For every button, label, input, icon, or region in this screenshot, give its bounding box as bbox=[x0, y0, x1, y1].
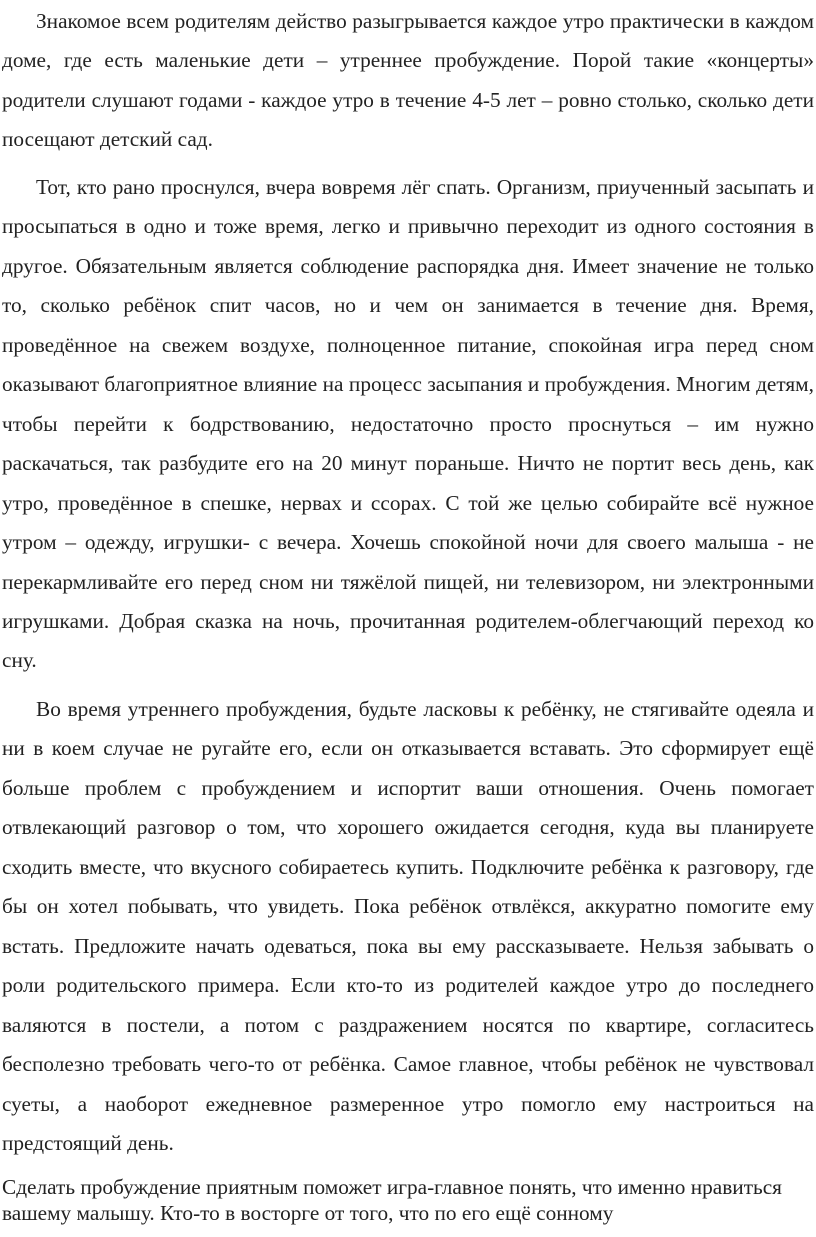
paragraph-morning-awakening: Знакомое всем родителям действо разыгрывается каждое утро практически в каждом доме, где есть маленькие дети – утреннее пробуждение. Порой такие «концерты» родители слушают годами - каждое утро в течение 4-5 лет – ровно столько, сколько дети посещают детский сад. bbox=[2, 9, 814, 152]
paragraph-daily-routine: Тот, кто рано проснулся, вчера вовремя лёг спать. Организм, приученный засыпать и просыпаться в одно и тоже время, легко и привычно переходит из одного состояния в другое. Обязательным является соблюдение распорядка дня. Имеет значение не только то, сколько ребёнок спит часов, но и чем он занимается в течение дня. Время, проведённое на свежем воздухе, полноценное питание, спокойная игра перед сном оказывают благоприятное влияние на процесс засыпания и пробуждения. Многим детям, чтобы перейти к бодрствованию, недостаточно просто проснуться – им нужно раскачаться, так разбудите его на 20 минут пораньше. Ничто не портит весь день, как утро, проведённое в спешке, нервах и ссорах. С той же целью собирайте всё нужное утром – одежду, игрушки- с вечера. Хочешь спокойной ночи для своего малыша - не перекармливайте его перед сном ни тяжёлой пищей, ни телевизором, ни электронными игрушками. Добрая сказка на ночь, прочитанная родителем-облегчающий переход ко сну. bbox=[2, 175, 814, 673]
paragraph-gentle-waking: Во время утреннего пробуждения, будьте ласковы к ребёнку, не стягивайте одеяла и ни в коем случае не ругайте его, если он отказывается вставать. Это сформирует ещё больше проблем с пробуждением и испортит ваши отношения. Очень помогает отвлекающий разговор о том, что хорошего ожидается сегодня, куда вы планируете сходить вместе, что вкусного собираетесь купить. Подключите ребёнка к разговору, где бы он хотел побывать, что увидеть. Пока ребёнок отвлёкся, аккуратно помогите ему встать. Предложите начать одеваться, пока вы ему рассказываете. Нельзя забывать о роли родительского примера. Если кто-то из родителей каждое утро до последнего валяются в постели, а потом с раздражением носятся по квартире, согласитесь бесполезно требовать чего-то от ребёнка. Самое главное, чтобы ребёнок не чувствовал суеты, а наоборот ежедневное размеренное утро помогло ему настроиться на предстоящий день. bbox=[2, 697, 814, 1155]
paragraph-play-awakening: Сделать пробуждение приятным поможет игра-главное понять, что именно нравиться вашему малышу. Кто-то в восторге от того, что по его ещё сонному bbox=[2, 1175, 782, 1225]
